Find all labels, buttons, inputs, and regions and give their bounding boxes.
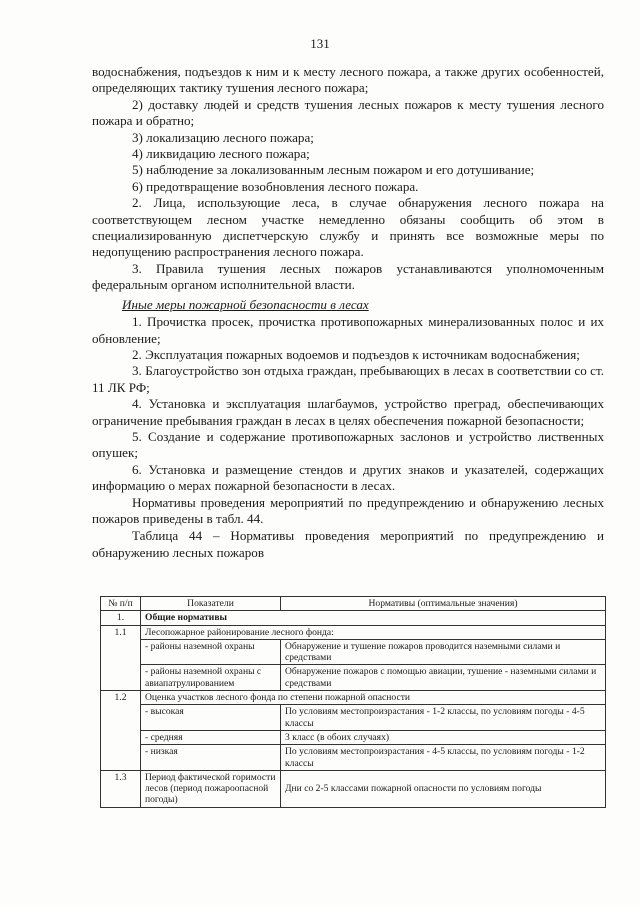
row-value: По условиям местопроизрастания - 1-2 классы, по условиям погоды - 4-5 классы — [281, 705, 606, 731]
section-title: Общие нормативы — [141, 611, 606, 625]
document-body — [92, 64, 604, 561]
table-row — [101, 705, 606, 731]
table-row — [101, 611, 606, 625]
section-subheading: Иные меры пожарной безопасности в лесах — [122, 296, 369, 312]
row-label: Период фактической горимости лесов (период пожароопасной погоды) — [141, 770, 281, 807]
norms-paragraph: Нормативы проведения мероприятий по предупреждению и обнаружению лесных пожаров приведены в табл. 44. — [92, 494, 604, 526]
row-title: Оценка участков лесного фонда по степени пожарной опасности — [141, 691, 606, 705]
row-label: - районы наземной охраны с авиапатрулированием — [141, 665, 281, 691]
table-row — [101, 665, 606, 691]
row-label: - низкая — [141, 745, 281, 771]
row-num: 1.2 — [101, 691, 141, 771]
measure-item: 5. Создание и содержание противопожарных заслонов и устройство лиственных опушек; — [92, 428, 604, 461]
measure-item: 4. Установка и эксплуатация шлагбаумов, устройство преград, обеспечивающих ограничение пребывания граждан в лесах в целях обеспечения пожарной безопасности; — [92, 396, 604, 428]
paragraph: 6) предотвращение возобновления лесного пожара. — [132, 178, 419, 194]
paragraph: 2. Лица, использующие леса, в случае обнаружения лесного пожара на соответствующем лесном участке немедленно обязаны сообщить об этом в специализированную диспетчерскую службу и принять все возможные меры по недопущению распространения лесного пожара. — [92, 195, 604, 260]
table-row — [101, 745, 606, 771]
measure-item: 1. Прочистка просек, прочистка противопожарных минерализованных полос и их обновление; — [92, 314, 604, 346]
table-header-row — [101, 597, 606, 611]
paragraph: 3. Правила тушения лесных пожаров устанавливаются уполномоченным федеральным органом исполнительной власти. — [92, 260, 604, 293]
row-value: Обнаружение и тушение пожаров проводится наземными силами и средствами — [281, 639, 606, 665]
row-num: 1. — [101, 611, 141, 625]
row-value: 3 класс (в обоих случаях) — [281, 730, 606, 744]
table-row — [101, 770, 606, 807]
header-norm: Нормативы (оптимальные значения) — [281, 597, 606, 611]
table-caption: Таблица 44 – Нормативы проведения мероприятий по предупреждению и обнаружению лесных пожаров — [92, 528, 604, 560]
table-row — [101, 625, 606, 639]
measure-item: 2. Эксплуатация пожарных водоемов и подъездов к источникам водоснабжения; — [132, 346, 580, 362]
table-row — [101, 730, 606, 744]
row-label: - средняя — [141, 730, 281, 744]
measure-item: 6. Установка и размещение стендов и других знаков и указателей, содержащих информацию о мерах пожарной безопасности в лесах. — [92, 461, 604, 494]
norms-table — [100, 596, 606, 808]
paragraph: 2) доставку людей и средств тушения лесных пожаров к месту тушения лесного пожара и обратно; — [92, 96, 604, 129]
paragraph: 4) ликвидацию лесного пожара; — [132, 146, 310, 162]
table-row — [101, 691, 606, 705]
row-label: - районы наземной охраны — [141, 639, 281, 665]
row-value: По условиям местопроизрастания - 4-5 классы, по условиям погоды - 1-2 классы — [281, 745, 606, 771]
measure-item: 3. Благоустройство зон отдыха граждан, пребывающих в лесах в соответствии со ст. 11 ЛК РФ; — [92, 363, 604, 395]
paragraph: 3) локализацию лесного пожара; — [132, 129, 314, 145]
row-num: 1.3 — [101, 770, 141, 807]
row-num: 1.1 — [101, 625, 141, 690]
header-num: № п/п — [101, 597, 141, 611]
table-row — [101, 639, 606, 665]
row-title: Лесопожарное районирование лесного фонда: — [141, 625, 606, 639]
paragraph: водоснабжения, подъездов к ним и к месту лесного пожара, а также других особенностей, определяющих тактику тушения лесного пожара; — [92, 64, 604, 96]
paragraph: 5) наблюдение за локализованным лесным пожаром и его дотушивание; — [132, 162, 535, 178]
row-label: - высокая — [141, 705, 281, 731]
row-value: Дни со 2-5 классами пожарной опасности по условиям погоды — [281, 770, 606, 807]
header-indicator: Показатели — [141, 597, 281, 611]
page-number: 131 — [310, 36, 330, 51]
row-value: Обнаружение пожаров с помощью авиации, тушение - наземными силами и средствами — [281, 665, 606, 691]
